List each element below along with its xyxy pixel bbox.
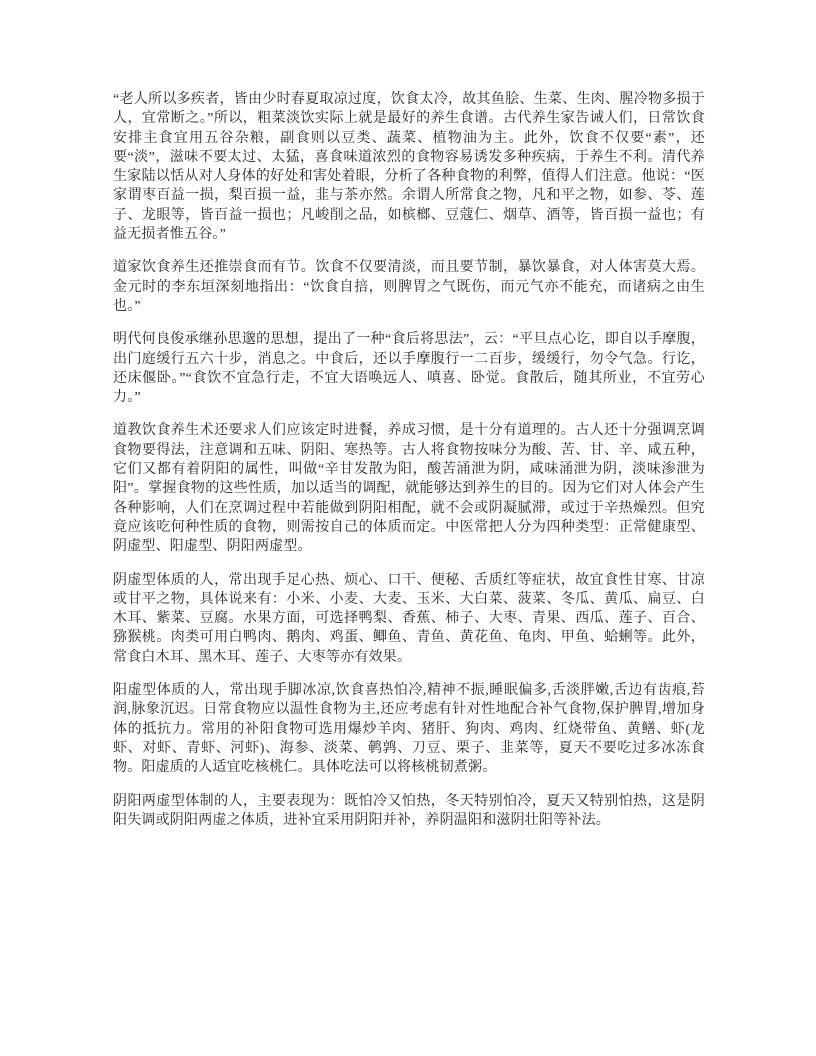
paragraph-five-flavors: 道教饮食养生术还要求人们应该定时进餐，养成习惯，是十分有道理的。古人还十分强调烹调食物要得法，注意调和五味、阴阳、寒热等。古人将食物按味分为酸、苦、甘、辛、咸五种，它们又都有着阴阳的属性，叫做“辛甘发散为阳，酸苦涌泄为阴，咸味涌泄为阴，淡味渗泄为阳”。掌握食物的这些性质，加以适当的调配，就能够达到养生的目的。因为它们对人体会产生各种影响，人们在烹调过程中若能做到阴阳相配，就不会或阴凝腻滞，或过于辛热燥烈。但究竟应该吃何种性质的食物，则需按自己的体质而定。中医常把人分为四种类型：正常健康型、阴虚型、阳虚型、阴阳两虚型。 xyxy=(113,423,705,555)
paragraph-moderation: 道家饮食养生还推崇食而有节。饮食不仅要清淡，而且要节制，暴饮暴食，对人体害莫大焉。金元时的李东垣深刻地指出：“饮食自掊，则脾胃之气既伤，而元气亦不能充，而诸病之由生也。” xyxy=(113,260,705,314)
paragraph-yang-deficiency: 阳虚型体质的人，常出现手脚冰凉,饮食喜热怕冷,精神不振,睡眠偏多,舌淡胖嫩,舌边有齿痕,苔润,脉象沉迟。日常食物应以温性食物为主,还应考虑有针对性地配合补气食物,保护脾胃,增加身体的抵抗力。常用的补阳食物可选用爆炒羊肉、猪肝、狗肉、鸡肉、红烧带鱼、黄鳝、虾(龙虾、对虾、青虾、河虾)、海参、淡菜、鹌鹑、刀豆、栗子、韭菜等，夏天不要吃过多冰冻食物。阳虚质的人适宜吃核桃仁。具体吃法可以将核桃韧煮粥。 xyxy=(113,683,705,776)
paragraph-yin-deficiency: 阴虚型体质的人，常出现手足心热、烦心、口干、便秘、舌质红等症状，故宜食性甘寒、甘凉或甘平之物，具体说来有：小米、小麦、大麦、玉米、大白菜、菠菜、冬瓜、黄瓜、扁豆、白木耳、紫菜、豆腐。水果方面，可选择鸭梨、香蕉、柿子、大枣、青果、西瓜、莲子、百合、猕猴桃。肉类可用白鸭肉、鹅肉、鸡蛋、鲫鱼、青鱼、黄花鱼、龟肉、甲鱼、蛤蜊等。此外，常食白木耳、黑木耳、莲子、大枣等亦有效果。 xyxy=(113,572,705,665)
paragraph-after-meal-method: 明代何良俊承继孙思邈的思想，提出了一种“食后将思法”，云：“平旦点心讫，即自以手摩腹，出门庭缓行五六十步，消息之。中食后，还以手摩腹行一二百步，缓缓行，勿令气急。行讫，还床偃卧。”“食饮不宜急行走，不宜大语唤远人、嗔喜、卧觉。食散后，随其所业，不宜劳心力。” xyxy=(113,332,705,406)
paragraph-diet-quote: “老人所以多疾者，皆由少时春夏取凉过度，饮食太冷，故其鱼脍、生菜、生肉、腥冷物多损于人，宜常断之。”所以，粗菜淡饮实际上就是最好的养生食谱。古代养生家告诫人们，日常饮食安排主食宜用五谷杂粮，副食则以豆类、蔬菜、植物油为主。此外，饮食不仅要“素”，还要“淡”，滋味不要太过、太猛，喜食味道浓烈的食物容易诱发多种疾病，于养生不利。清代养生家陆以恬从对人身体的好处和害处着眼，分析了各种食物的利弊，值得人们注意。他说：“医家谓枣百益一损，梨百损一益，韭与茶亦然。余谓人所常食之物，凡和平之物，如参、苓、莲子、龙眼等，皆百益一损也；凡峻削之品，如槟榔、豆蔻仁、烟草、酒等，皆百损一益也；有益无损者惟五谷。” xyxy=(113,92,705,243)
paragraph-yin-yang-deficiency: 阴阳两虚型体制的人，主要表现为：既怕冷又怕热，冬天特别怕冷，夏天又特别怕热，这是阴阳失调或阴阳两虚之体质，进补宜采用阴阳并补，养阴温阳和滋阴壮阳等补法。 xyxy=(113,793,705,828)
document-page xyxy=(113,90,705,844)
